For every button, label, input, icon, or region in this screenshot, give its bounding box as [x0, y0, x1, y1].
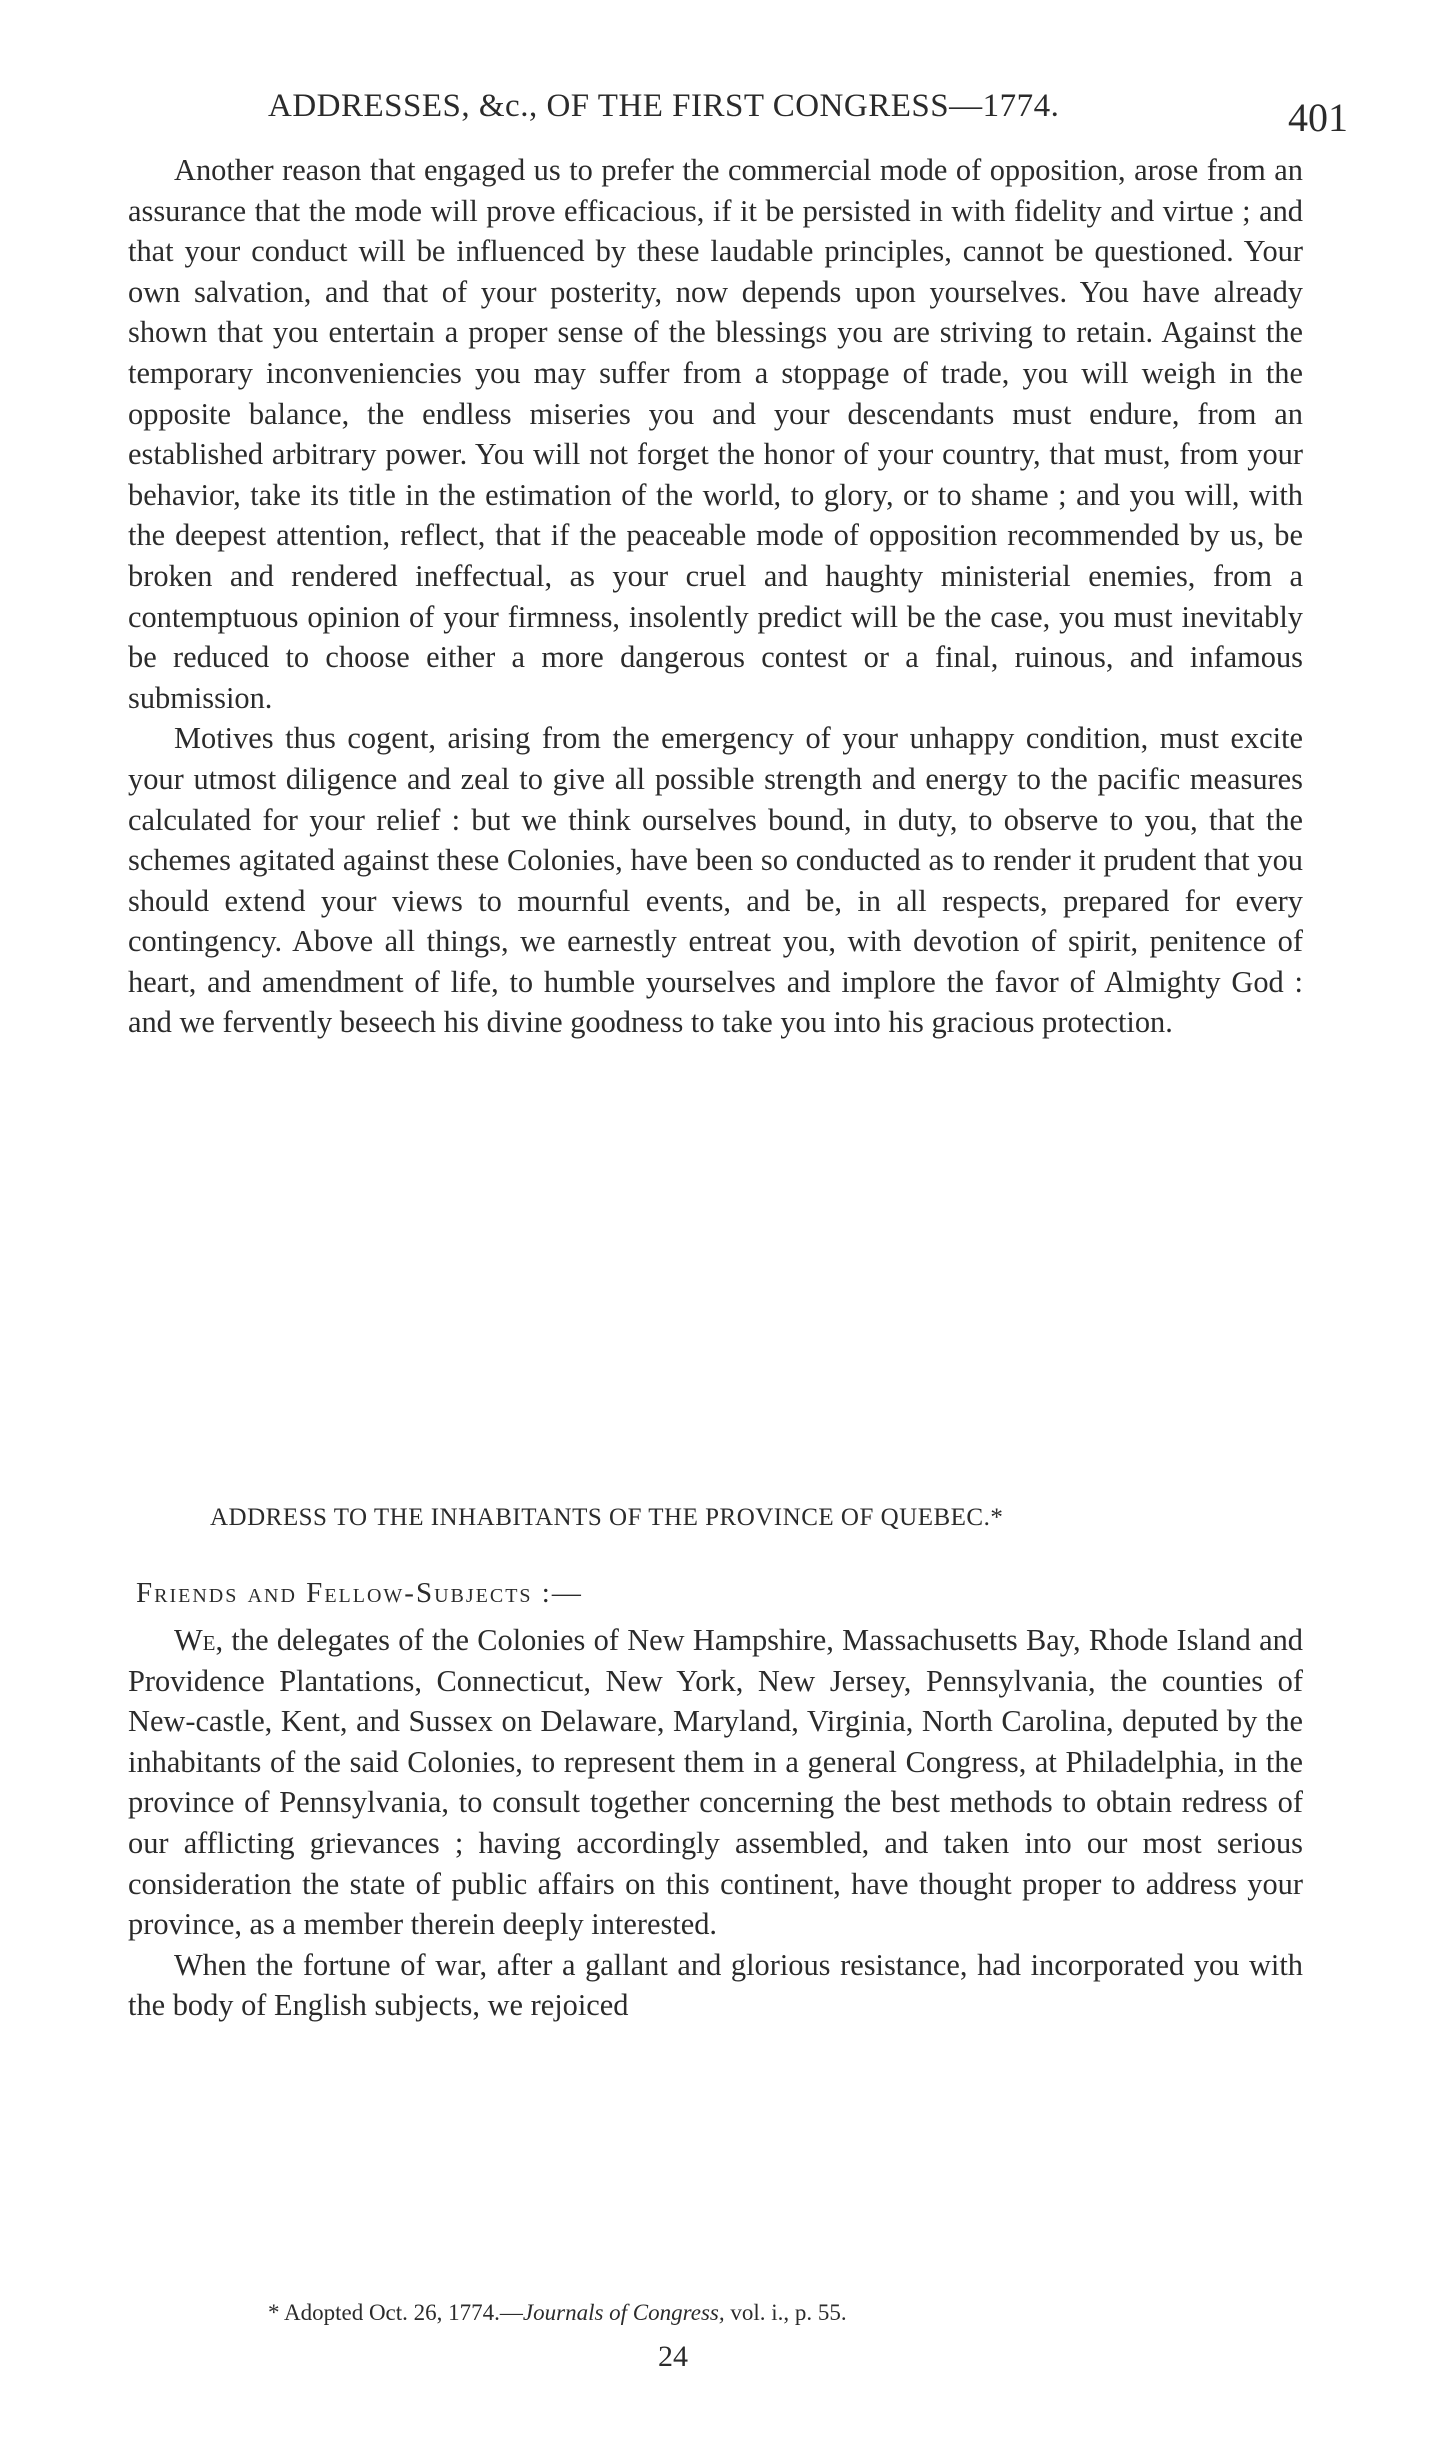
body-text-bottom: [128, 1620, 1303, 2026]
footnote-prefix: * Adopted Oct. 26, 1774.—: [268, 2300, 523, 2325]
section-heading: ADDRESS TO THE INHABITANTS OF THE PROVINCE OF QUEBEC.*: [210, 1504, 1004, 1531]
footnote: [268, 2300, 847, 2326]
paragraph-text: the delegates of the Colonies of New Hampshire, Massachusetts Bay, Rhode Island and Providence Plantations, Connecticut, New York, New Jersey, Pennsylvania, the counties of New-castle, Kent, and Sussex on Delaware, Maryland, Virginia, North Carolina, deputed by the inhabitants of the said Colonies, to represent them in a general Congress, at Philadelphia, in the province of Pennsylvania, to consult together concerning the best methods to obtain redress of our afflicting grievances ; having accordingly assembled, and taken into our most serious consideration the state of public affairs on this continent, have thought proper to address your province, as a member therein deeply interested.: [128, 1623, 1303, 1942]
lead-word: We,: [174, 1623, 224, 1657]
salutation: Friends and Fellow-Subjects :—: [136, 1577, 583, 1609]
paragraph: Another reason that engaged us to prefer the commercial mode of opposition, arose from an assurance that the mode will prove efficacious, if it be persisted in with fidelity and virtue ; and that your conduct will be influenced by these laudable principles, cannot be questioned. Your own salvation, and that of your posterity, now depends upon yourselves. You have already shown that you entertain a proper sense of the blessings you are striving to retain. Against the temporary inconveniencies you may suffer from a stoppage of trade, you will weigh in the opposite balance, the endless miseries you and your descendants must endure, from an established arbitrary power. You will not forget the honor of your country, that must, from your behavior, take its title in the estimation of the world, to glory, or to shame ; and you will, with the deepest attention, reflect, that if the peaceable mode of opposition recommended by us, be broken and rendered ineffectual, as your cruel and haughty ministerial enemies, from a contemptuous opinion of your firmness, insolently predict will be the case, you must inevitably be reduced to choose either a more dangerous contest or a final, ruinous, and infamous submission.: [128, 153, 1303, 715]
page-number: 401: [1288, 95, 1348, 140]
footnote-suffix: vol. i., p. 55.: [724, 2300, 847, 2325]
paragraph: When the fortune of war, after a gallant and glorious resistance, had incorporated you with the body of English subjects, we rejoiced: [128, 1947, 1303, 2023]
paragraph: Motives thus cogent, arising from the emergency of your unhappy condition, must excite your utmost diligence and zeal to give all possible strength and energy to the pacific measures calculated for your relief : but we think ourselves bound, in duty, to observe to you, that the schemes agitated against these Colonies, have been so conducted as to render it prudent that you should extend your views to mournful events, and be, in all respects, prepared for every contingency. Above all things, we earnestly entreat you, with devotion of spirit, penitence of heart, and amendment of life, to humble yourselves and implore the favor of Almighty God : and we fervently beseech his divine goodness to take you into his gracious protection.: [128, 721, 1303, 1040]
signature-mark: 24: [658, 2340, 688, 2373]
running-head: ADDRESSES, &c., OF THE FIRST CONGRESS—1774.: [268, 88, 1060, 124]
footnote-journal: Journals of Congress,: [522, 2300, 725, 2325]
page-header: [268, 80, 1348, 150]
paragraph: [128, 1620, 1303, 1945]
body-text-top: [128, 150, 1303, 1043]
